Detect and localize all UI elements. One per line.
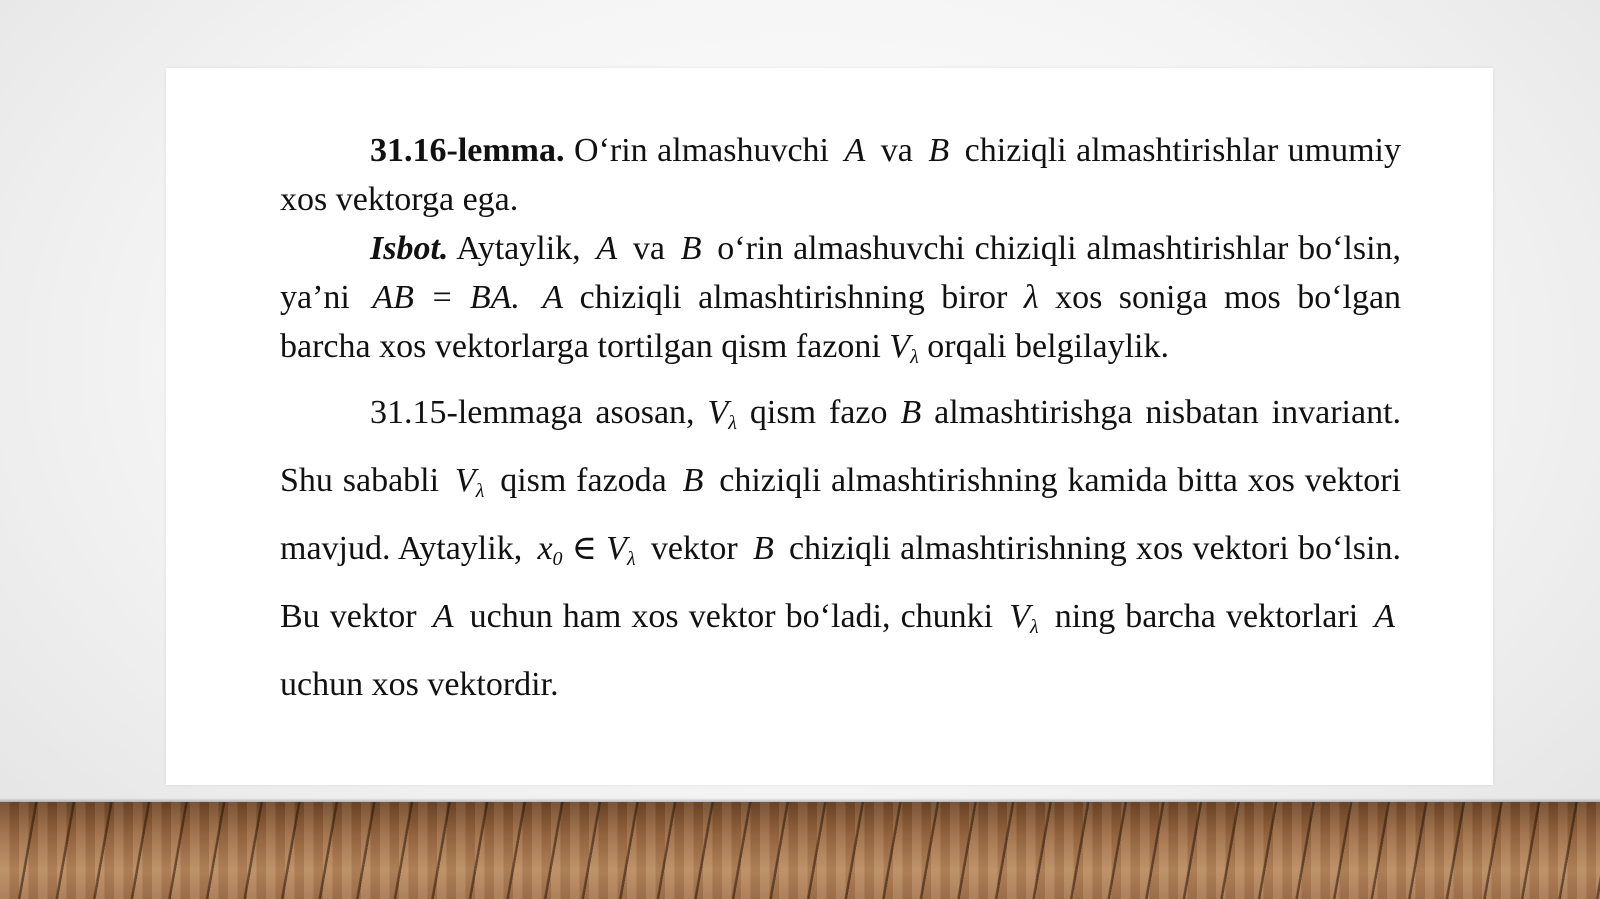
math-V: V xyxy=(707,394,729,431)
p3-text-8: uchun ham xos vektor bo‘ladi, chunki xyxy=(469,598,994,635)
paragraph-3 xyxy=(280,384,1401,713)
math-A: A xyxy=(1374,598,1396,635)
math-subscript-lambda: λ xyxy=(475,480,485,502)
math-x: x xyxy=(537,530,553,567)
math-B: B xyxy=(682,462,704,499)
math-subscript-lambda: λ xyxy=(1030,616,1039,638)
wooden-floor-decoration xyxy=(0,802,1600,899)
math-lambda: λ xyxy=(1023,279,1039,316)
lemma-va: va xyxy=(880,132,913,169)
math-subscript-0: 0 xyxy=(552,548,563,570)
math-B: B xyxy=(928,132,950,169)
math-V: V xyxy=(606,530,627,567)
proof-text-1: Aytaylik, xyxy=(456,230,581,267)
proof-label: Isbot. xyxy=(370,230,449,267)
proof-text-2: o‘rin almashuvchi chiziqli almashtirishlar bo‘lsin, ya’ni xyxy=(280,230,1402,316)
math-subscript-lambda: λ xyxy=(626,548,636,570)
proof-paragraph xyxy=(280,224,1401,382)
math-equation: AB = BA. xyxy=(372,279,520,316)
math-V: V xyxy=(889,328,911,365)
p3-text-10: uchun xos vektordir. xyxy=(280,666,559,703)
math-A: A xyxy=(432,598,454,635)
p3-text-7: chiziqli almashtirishning xos vektori bo‘lsin. Bu vektor xyxy=(280,530,1401,635)
math-V-lambda xyxy=(454,462,485,502)
p3-text-4: qism fazoda xyxy=(500,462,667,499)
math-A: A xyxy=(844,132,866,169)
math-x0-in-V-lambda xyxy=(537,530,636,570)
math-V-lambda xyxy=(707,394,737,434)
proof-text-5: orqali belgilaylik. xyxy=(927,328,1169,365)
content-card xyxy=(166,68,1493,785)
p3-text-9: ning barcha vektorlari xyxy=(1054,598,1359,635)
math-V: V xyxy=(454,462,476,499)
proof-va: va xyxy=(632,230,665,267)
proof-text-4: xos soniga mos bo‘lgan barcha xos vektorlarga tortilgan qism fazoni xyxy=(280,279,1402,365)
math-subscript-lambda: λ xyxy=(910,346,919,368)
math-B: B xyxy=(680,230,702,267)
lemma-text-1: O‘rin almashuvchi xyxy=(574,132,829,169)
math-V-lambda xyxy=(1009,598,1039,638)
math-B: B xyxy=(900,394,922,431)
p3-text-2: qism fazo xyxy=(749,394,888,431)
math-V: V xyxy=(1009,598,1030,635)
text-block xyxy=(280,126,1401,713)
math-V-lambda xyxy=(889,328,919,368)
math-B: B xyxy=(752,530,774,567)
p3-text-1: 31.15-lemmaga asosan, xyxy=(370,394,695,431)
p3-text-3: almashtirishga nisbatan invariant. Shu sababli xyxy=(280,394,1402,499)
lemma-text-2: chiziqli almashtirishlar umumiy xos vektorga ega. xyxy=(280,132,1402,218)
lemma-paragraph xyxy=(280,126,1401,224)
math-A: A xyxy=(542,279,564,316)
math-A: A xyxy=(596,230,618,267)
proof-text-3: chiziqli almashtirishning biror xyxy=(579,279,1008,316)
p3-text-6: vektor xyxy=(650,530,738,567)
math-element-of: ∈ xyxy=(571,530,597,567)
math-subscript-lambda: λ xyxy=(728,412,737,434)
lemma-label: 31.16-lemma. xyxy=(370,132,565,169)
p3-text-5: chiziqli almashtirishning kamida bitta xos vektori mavjud. Aytaylik, xyxy=(280,462,1402,567)
